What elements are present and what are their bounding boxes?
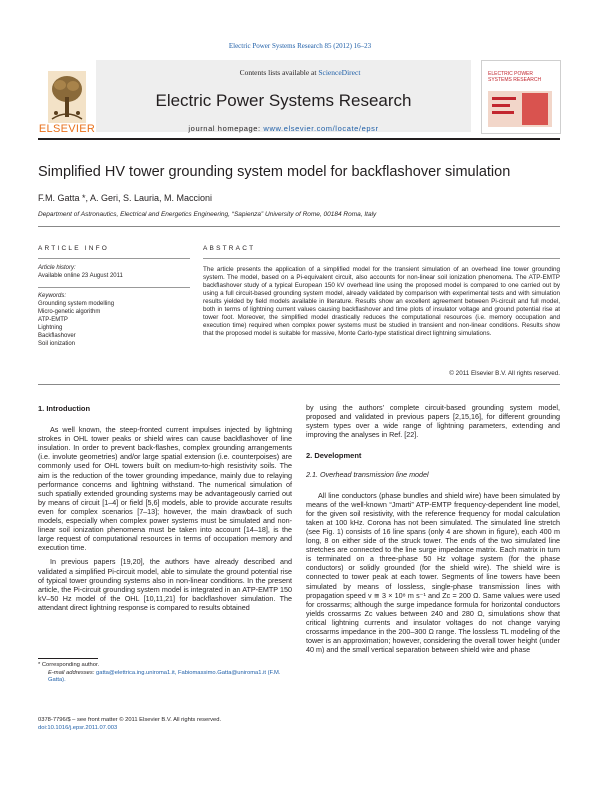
history-label: Article history: xyxy=(38,265,76,271)
abstract-copyright: © 2011 Elsevier B.V. All rights reserved. xyxy=(449,370,560,377)
left-column xyxy=(38,404,292,612)
doi-link[interactable]: doi:10.1016/j.epsr.2011.07.003 xyxy=(38,724,118,731)
development-paragraph-1: All line conductors (phase bundles and shield wire) have been simulated by means of the well-known “Jmarti” ATP-EMTP frequency-dependent line model, for the given soil resistivity, with the reference frequency for modal calculation taken at 100 kHz. Corona has not been simulated. The simulated line stretch (see Fig. 1) consists of 16 line spans (only 4 are shown in figure), each 400 m long, 8 on either side of the struck tower. The ends of the two simulated line stretches are connected to the line surge impedance matrix. Each matrix in turn is terminated on a three-phase 50 Hz voltage system (for the phase conductors) or solidly grounded (for the shield wire). The shield wire is connected to tower peak at each tower. Segments of line towers have been simulated by means of lossless, single-phase transmission lines with propagation speed v ≅ 3 × 10⁸ m s⁻¹ and Zc = 200 Ω. Same values were used for crossarms; although the surge impedance formula for horizontal conductors yields crossarms Zc values between 240 and 280 Ω, simulations show that critical lightning currents and insulator voltages do not change varying crossarms impedance in the 200–300 Ω range. The lossless TL modeling of the tower is an approximation; however, considering the overall tower height (under 40 m) and the small vertical separation between shield wire and phase xyxy=(306,490,560,655)
header-rule xyxy=(38,138,560,140)
email-note xyxy=(38,670,292,685)
keyword-item: Micro-genetic algorithm xyxy=(38,309,101,315)
article-info-label: ARTICLE INFO xyxy=(38,245,110,252)
section-1-heading: 1. Introduction xyxy=(38,404,91,413)
footnote-rule xyxy=(38,658,98,659)
issn-block xyxy=(38,717,292,732)
journal-cover-thumbnail[interactable] xyxy=(481,60,561,134)
subsection-2-1-heading: 2.1. Overhead transmission line model xyxy=(306,470,429,480)
elsevier-wordmark: ELSEVIER xyxy=(38,123,96,135)
keywords-rule xyxy=(38,287,190,288)
section-2-heading: 2. Development xyxy=(306,451,362,461)
abstract-rule xyxy=(203,258,560,259)
keyword-item: Lightning xyxy=(38,325,63,331)
journal-title[interactable]: Electric Power Systems Research xyxy=(155,91,412,110)
journal-homepage xyxy=(96,124,471,133)
footnotes xyxy=(38,662,292,685)
article-history xyxy=(38,264,190,280)
article-info-rule xyxy=(38,258,190,259)
keyword-item: Backflashover xyxy=(38,333,76,339)
email-links[interactable]: gatta@elettrica.ing.uniroma1.it, Fabiomassimo.Gatta@uniroma1.it (F.M. Gatta). xyxy=(48,669,281,683)
history-value: Available online 23 August 2011 xyxy=(38,273,123,279)
intro-paragraph-2: In previous papers [19,20], the authors have already described and validated a simplified Pi-circuit model, able to simulate the ground potential rise of typical tower grounding systems also in non-linear conditions. In the present article, the Pi-circuit grounding system model is integrated in an ATP-EMTP 150 kV–50 Hz model of the OHL [10,11,21] for backflashover simulation. The attendant direct lightning response is compared to results obtained xyxy=(38,557,292,612)
keywords-label: Keywords: xyxy=(38,293,67,299)
issn-line: 0378-7796/$ – see front matter © 2011 Elsevier B.V. All rights reserved. xyxy=(38,717,222,723)
sciencedirect-link[interactable]: ScienceDirect xyxy=(318,68,361,77)
homepage-url[interactable]: www.elsevier.com/locate/epsr xyxy=(263,124,379,133)
keyword-item: ATP-EMTP xyxy=(38,317,68,323)
abstract-label: ABSTRACT xyxy=(203,245,256,252)
journal-reference[interactable]: Electric Power Systems Research 85 (2012) 16–23 xyxy=(228,42,372,50)
right-column xyxy=(306,403,560,654)
affiliation: Department of Astronautics, Electrical and Energetics Engineering, “Sapienza” University of Rome, 00184 Roma, Italy xyxy=(38,211,377,218)
keyword-item: Grounding system modelling xyxy=(38,301,115,307)
contents-prefix: Contents lists available at xyxy=(239,68,319,77)
keyword-item: Soil ionization xyxy=(38,341,76,347)
abstract-text: The article presents the application of a simplified model for the transient simulation of an overhead line tower grounding system. The model, based on a Pi-equivalent circuit, also accounts for non-linear soil ionization phenomena. The ATP-EMTP backflashover study of a typical European 150 kV overhead line using the proposed model is compared to one carried out by using a full circuit-based grounding system model, already validated by comparison with experimental tests and with simulation results yielded by field models available in literature. Results show an excellent agreement between Pi-circuit and full model, both in terms of lightning current values causing backflashover and time plots of insulator voltage and ground potential rise at tower foot. Moreover, the simplified model drastically reduces the computational resources (i.e. memory occupation and execution time) required when complex power systems must be studied in transient and non-linear conditions. Results show that the proposed model is suitable for massive, Monte Carlo-type statistical direct lightning simulations. xyxy=(203,266,560,337)
keywords-block xyxy=(38,292,190,348)
cover-title: ELECTRIC POWER SYSTEMS RESEARCH xyxy=(488,71,542,83)
title-rule xyxy=(38,226,560,227)
abstract-bottom-rule xyxy=(38,384,560,385)
email-label: E-mail addresses: xyxy=(48,669,97,676)
article-title: Simplified HV tower grounding system model for backflashover simulation xyxy=(38,164,511,180)
author-list: F.M. Gatta *, A. Geri, S. Lauria, M. Maccioni xyxy=(38,193,213,203)
intro-paragraph-3: by using the authors’ complete circuit-based grounding system model, proposed and validated in previous papers [2,15,16], for different grounding system types over a wide range of lightning parameters, extending and improving the analyses in Ref. [22]. xyxy=(306,403,560,440)
homepage-prefix: journal homepage: xyxy=(188,124,264,133)
corresponding-author-note: * Corresponding author. xyxy=(38,662,100,668)
intro-paragraph-1: As well known, the steep-fronted current impulses injected by lightning strokes in OHL tower peaks or shield wires can cause backflashover of line insulation. In order to prevent back-flashes, complex grounding arrangements (i.e. involute geometries) and/or large spatial extension (i.e. counterpoises) are commonly used for OHL towers built on medium-to-high resistivity soils. The aim is the reduction of the tower grounding impedance, mainly due to relaying performance concerns and lightning withstand. The numerical simulation of such spatially extended grounding systems may be advantageously carried out by means of circuit [1–4] or field [5,6] models, able to provide accurate results even for complex scenarios [7–13]; however, the main drawback of such models, especially when complex power systems must be simulated and non-linear soil ionization phenomena must be taken into account [14–18], is the large request of computational resources in terms of occupation memory and execution time. xyxy=(38,425,292,553)
cover-artwork xyxy=(488,91,552,127)
